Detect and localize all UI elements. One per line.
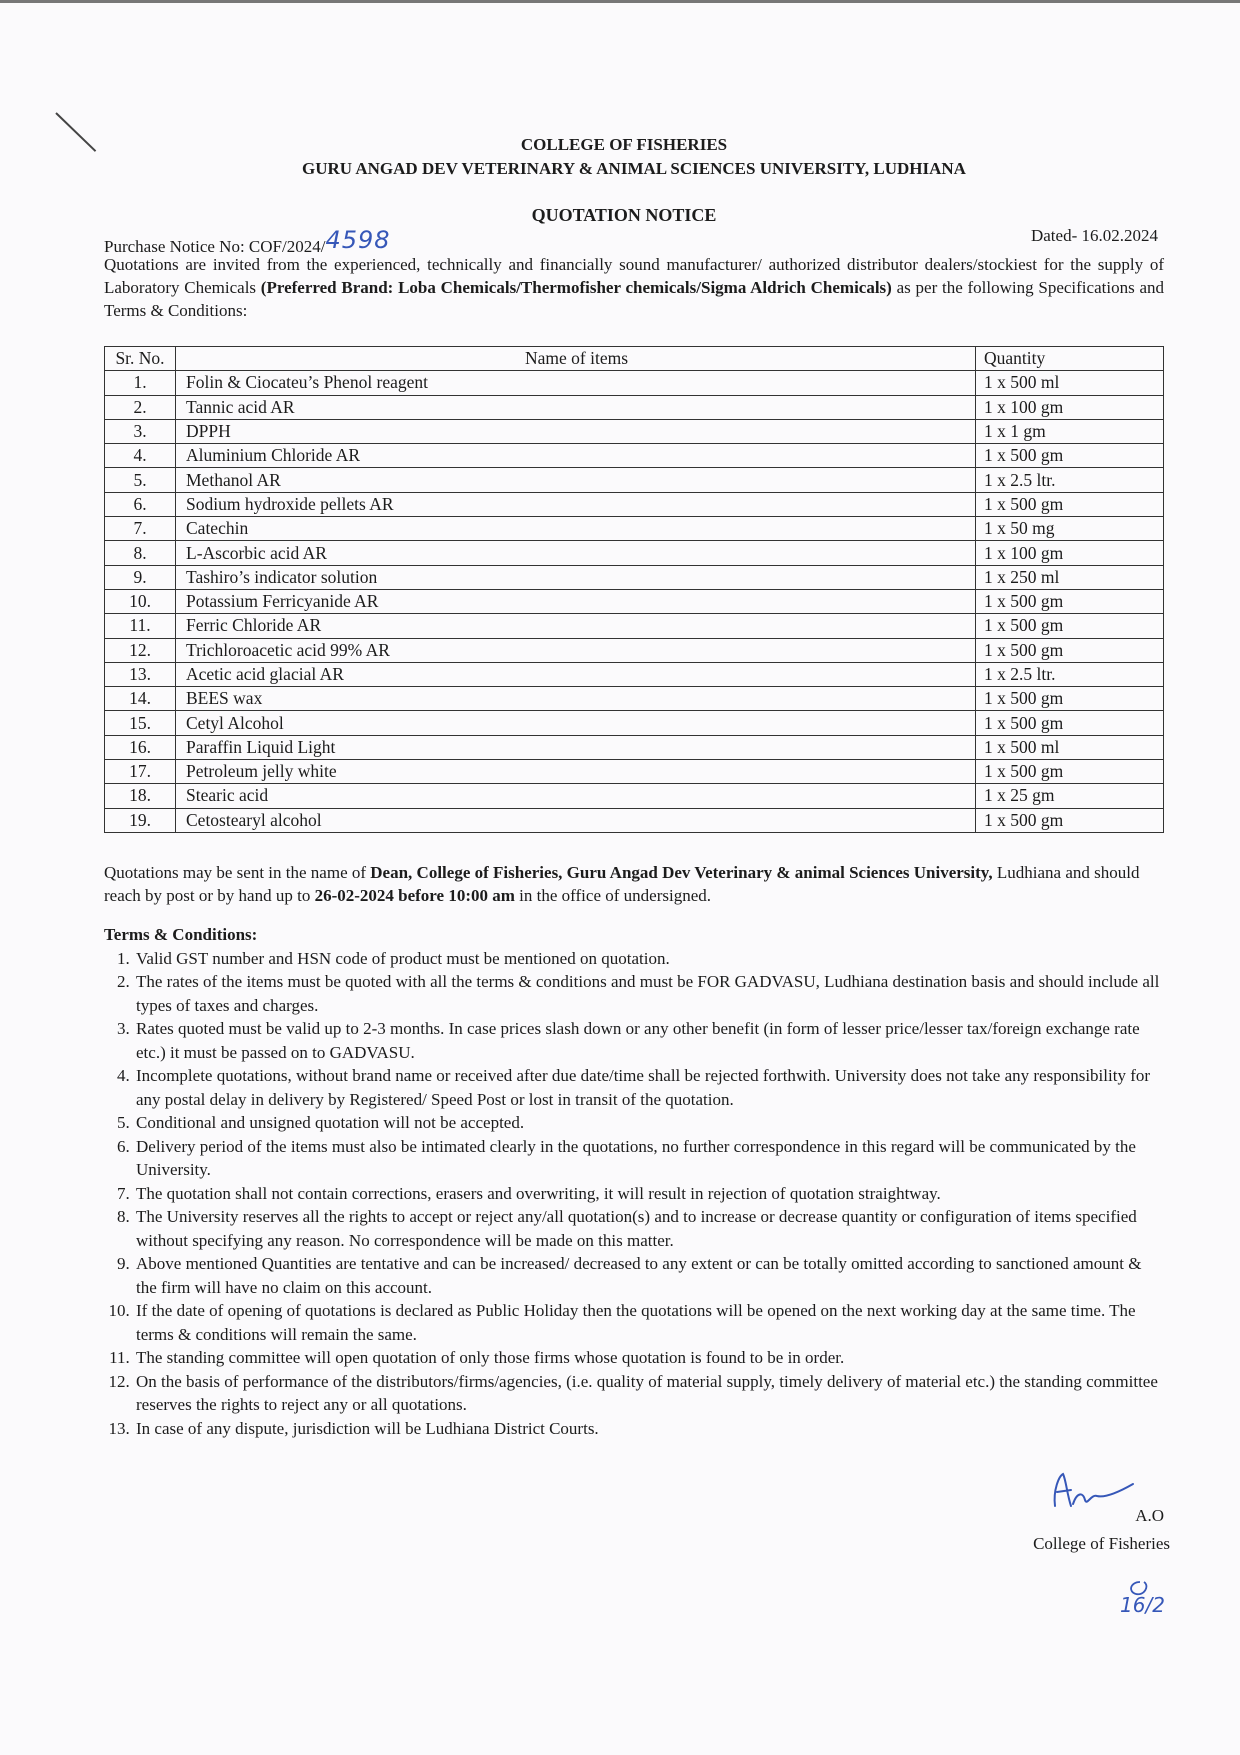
signatory-office: College of Fisheries bbox=[1033, 1534, 1170, 1553]
item-sr-no: 4. bbox=[105, 444, 176, 468]
signature-scribble bbox=[1033, 1470, 1163, 1510]
item-name: DPPH bbox=[176, 419, 976, 443]
term-item: 6. Delivery period of the items must also be intimated clearly in the quotations, no further correspondence in this regard will be communicated by the University. bbox=[134, 1135, 1164, 1182]
table-row bbox=[105, 395, 1164, 419]
table-row bbox=[105, 517, 1164, 541]
table-row bbox=[105, 541, 1164, 565]
table-row bbox=[105, 687, 1164, 711]
item-name: Sodium hydroxide pellets AR bbox=[176, 492, 976, 516]
terms-list bbox=[104, 947, 1164, 1441]
item-quantity: 1 x 1 gm bbox=[976, 419, 1164, 443]
scan-top-edge bbox=[0, 0, 1240, 3]
item-quantity: 1 x 500 gm bbox=[976, 687, 1164, 711]
item-quantity: 1 x 100 gm bbox=[976, 395, 1164, 419]
item-quantity: 1 x 2.5 ltr. bbox=[976, 662, 1164, 686]
table-row bbox=[105, 444, 1164, 468]
item-quantity: 1 x 250 ml bbox=[976, 565, 1164, 589]
term-item: 4. Incomplete quotations, without brand name or received after due date/time shall be rejected forthwith. University does not take any responsibility for any postal delay in delivery by Registered/ Speed Post or lost in transit of the quotation. bbox=[134, 1064, 1164, 1111]
item-sr-no: 8. bbox=[105, 541, 176, 565]
table-row bbox=[105, 565, 1164, 589]
item-quantity: 1 x 25 gm bbox=[976, 784, 1164, 808]
items-table bbox=[104, 346, 1164, 833]
term-item: 12. On the basis of performance of the distributors/firms/agencies, (i.e. quality of material supply, timely delivery of material etc.) the standing committee reserves the rights to reject any or all quotations. bbox=[134, 1370, 1164, 1417]
item-name: Methanol AR bbox=[176, 468, 976, 492]
term-item: 1. Valid GST number and HSN code of product must be mentioned on quotation. bbox=[134, 947, 1164, 971]
item-name: Ferric Chloride AR bbox=[176, 614, 976, 638]
item-sr-no: 15. bbox=[105, 711, 176, 735]
header-quantity: Quantity bbox=[976, 347, 1164, 371]
item-quantity: 1 x 2.5 ltr. bbox=[976, 468, 1164, 492]
item-sr-no: 5. bbox=[105, 468, 176, 492]
item-name: Stearic acid bbox=[176, 784, 976, 808]
term-item: 5. Conditional and unsigned quotation will not be accepted. bbox=[134, 1111, 1164, 1135]
item-name: Tannic acid AR bbox=[176, 395, 976, 419]
item-sr-no: 10. bbox=[105, 589, 176, 613]
table-row bbox=[105, 638, 1164, 662]
table-header-row bbox=[105, 347, 1164, 371]
item-sr-no: 14. bbox=[105, 687, 176, 711]
table-row bbox=[105, 492, 1164, 516]
item-name: Acetic acid glacial AR bbox=[176, 662, 976, 686]
handwritten-date-text: 16/2 bbox=[1120, 1593, 1165, 1616]
item-sr-no: 12. bbox=[105, 638, 176, 662]
item-sr-no: 11. bbox=[105, 614, 176, 638]
intro-text: Quotations are invited from the experienced, technically and financially sound manufacturer/ authorized distributor dealers/stockiest for the supply of Laboratory Chemicals bbox=[104, 255, 1164, 297]
table-row bbox=[105, 735, 1164, 759]
item-sr-no: 17. bbox=[105, 760, 176, 784]
item-name: Petroleum jelly white bbox=[176, 760, 976, 784]
item-name: Folin & Ciocateu’s Phenol reagent bbox=[176, 371, 976, 395]
college-name: COLLEGE OF FISHERIES bbox=[520, 135, 728, 154]
term-item: 9. Above mentioned Quantities are tentative and can be increased/ decreased to any extent or can be totally omitted according to sanctioned amount & the firm will have no claim on this account. bbox=[134, 1252, 1164, 1299]
item-quantity: 1 x 500 gm bbox=[976, 711, 1164, 735]
preferred-brand: (Preferred Brand: Loba Chemicals/Thermofisher chemicals/Sigma Aldrich Chemicals) bbox=[260, 278, 892, 297]
item-quantity: 1 x 100 gm bbox=[976, 541, 1164, 565]
submission-text: Quotations may be sent in the name of bbox=[104, 862, 371, 882]
submission-text: in the office of undersigned. bbox=[514, 885, 711, 905]
item-name: BEES wax bbox=[176, 687, 976, 711]
handwritten-initial-date bbox=[1116, 1576, 1180, 1616]
header-sr-no: Sr. No. bbox=[105, 347, 176, 371]
table-row bbox=[105, 419, 1164, 443]
purchase-notice-prefix: Purchase Notice No: COF/2024/ bbox=[104, 237, 326, 256]
item-name: Tashiro’s indicator solution bbox=[176, 565, 976, 589]
item-quantity: 1 x 500 gm bbox=[976, 492, 1164, 516]
item-name: Cetyl Alcohol bbox=[176, 711, 976, 735]
handwritten-notice-number: 4598 bbox=[325, 226, 391, 254]
term-item: 11. The standing committee will open quotation of only those firms whose quotation is found to be in order. bbox=[134, 1346, 1164, 1370]
item-sr-no: 3. bbox=[105, 419, 176, 443]
university-name: GURU ANGAD DEV VETERINARY & ANIMAL SCIENCES UNIVERSITY, LUDHIANA bbox=[302, 159, 966, 178]
item-quantity: 1 x 500 gm bbox=[976, 614, 1164, 638]
table-row bbox=[105, 662, 1164, 686]
notice-title: QUOTATION NOTICE bbox=[531, 205, 717, 225]
term-item: 3. Rates quoted must be valid up to 2-3 months. In case prices slash down or any other benefit (in form of lesser price/lesser tax/foreign exchange rate etc.) it must be passed on to GADVASU. bbox=[134, 1017, 1164, 1064]
item-name: Potassium Ferricyanide AR bbox=[176, 589, 976, 613]
item-sr-no: 2. bbox=[105, 395, 176, 419]
submission-deadline: 26-02-2024 before 10:00 am bbox=[314, 885, 515, 905]
term-item: 10. If the date of opening of quotations is declared as Public Holiday then the quotations will be opened on the next working day at the same time. The terms & conditions will remain the same. bbox=[134, 1299, 1164, 1346]
submission-text: Ludhiana and should reach by post or by hand up to bbox=[104, 862, 1140, 905]
item-quantity: 1 x 500 gm bbox=[976, 808, 1164, 832]
header-item-name: Name of items bbox=[176, 347, 976, 371]
submission-addressee: Dean, College of Fisheries, Guru Angad Dev Veterinary & animal Sciences University, bbox=[370, 862, 993, 882]
term-item: 8. The University reserves all the rights to accept or reject any/all quotation(s) and to increase or decrease quantity or configuration of items specified without specifying any reason. No correspondence will be made on this matter. bbox=[134, 1205, 1164, 1252]
item-sr-no: 18. bbox=[105, 784, 176, 808]
item-name: Aluminium Chloride AR bbox=[176, 444, 976, 468]
item-name: L-Ascorbic acid AR bbox=[176, 541, 976, 565]
document-page bbox=[104, 135, 1164, 1440]
table-row bbox=[105, 808, 1164, 832]
notice-date: Dated- 16.02.2024 bbox=[1030, 226, 1158, 245]
table-row bbox=[105, 760, 1164, 784]
item-quantity: 1 x 500 gm bbox=[976, 589, 1164, 613]
item-quantity: 1 x 50 mg bbox=[976, 517, 1164, 541]
notice-meta bbox=[104, 226, 1164, 256]
submission-paragraph bbox=[104, 861, 1164, 907]
item-sr-no: 13. bbox=[105, 662, 176, 686]
item-quantity: 1 x 500 gm bbox=[976, 638, 1164, 662]
signature-block bbox=[1033, 1470, 1170, 1554]
item-sr-no: 7. bbox=[105, 517, 176, 541]
table-row bbox=[105, 468, 1164, 492]
intro-paragraph bbox=[104, 253, 1164, 322]
intro-text-end: as per the following Specifications and Terms & Conditions: bbox=[104, 278, 1164, 320]
item-quantity: 1 x 500 gm bbox=[976, 760, 1164, 784]
term-item: 7. The quotation shall not contain corrections, erasers and overwriting, it will result in rejection of quotation straightway. bbox=[134, 1182, 1164, 1206]
term-item: 13. In case of any dispute, jurisdiction will be Ludhiana District Courts. bbox=[134, 1417, 1164, 1441]
item-name: Trichloroacetic acid 99% AR bbox=[176, 638, 976, 662]
table-row bbox=[105, 711, 1164, 735]
item-sr-no: 6. bbox=[105, 492, 176, 516]
item-sr-no: 9. bbox=[105, 565, 176, 589]
table-row bbox=[105, 589, 1164, 613]
item-sr-no: 1. bbox=[105, 371, 176, 395]
item-sr-no: 16. bbox=[105, 735, 176, 759]
item-quantity: 1 x 500 ml bbox=[976, 735, 1164, 759]
item-name: Paraffin Liquid Light bbox=[176, 735, 976, 759]
term-item: 2. The rates of the items must be quoted with all the terms & conditions and must be FOR GADVASU, Ludhiana destination basis and should include all types of taxes and charges. bbox=[134, 970, 1164, 1017]
item-quantity: 1 x 500 ml bbox=[976, 371, 1164, 395]
item-quantity: 1 x 500 gm bbox=[976, 444, 1164, 468]
item-sr-no: 19. bbox=[105, 808, 176, 832]
item-name: Cetostearyl alcohol bbox=[176, 808, 976, 832]
table-row bbox=[105, 614, 1164, 638]
item-name: Catechin bbox=[176, 517, 976, 541]
table-row bbox=[105, 371, 1164, 395]
terms-heading: Terms & Conditions: bbox=[104, 924, 258, 944]
purchase-notice-number bbox=[104, 226, 391, 258]
table-row bbox=[105, 784, 1164, 808]
signatory-designation: A.O bbox=[1135, 1506, 1164, 1525]
